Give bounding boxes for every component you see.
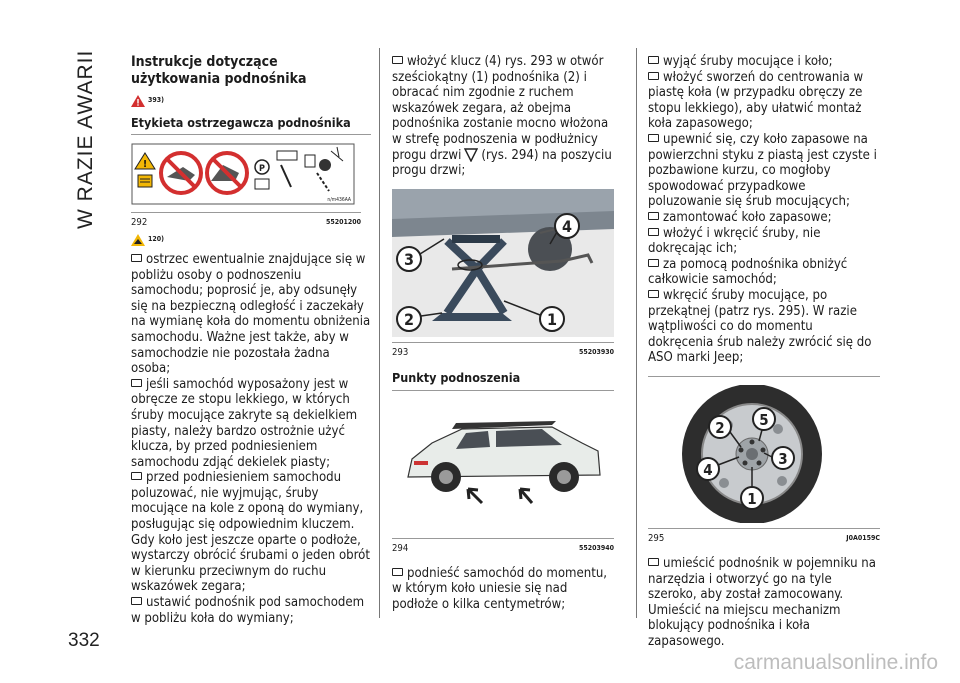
column-divider (379, 48, 380, 618)
column-divider (636, 48, 637, 618)
figure-292 (131, 143, 371, 230)
bullet-icon (648, 72, 659, 80)
list-item: wkręcić śruby mocujące, po przekątnej (patrz rys. 295). W razie wątpliwości co do momentu dokręcenia śrub należy zwrócić się do ASO marki Jeep; (648, 287, 872, 366)
figure-caption (392, 538, 614, 557)
sub-heading: Etykieta ostrzegawcza podnośnika (131, 114, 351, 130)
figure-293 (392, 189, 614, 361)
column-3 (648, 54, 880, 650)
svg-text:4: 4 (703, 460, 713, 479)
figure-number: 293 (392, 347, 409, 359)
bullet-icon (392, 56, 403, 64)
svg-text:4: 4 (561, 216, 573, 236)
svg-text:1: 1 (747, 489, 757, 508)
figure-number: 292 (131, 216, 148, 228)
list-item: przed podniesieniem samochodu poluzować, nie wyjmując, śruby mocujące na kole z oponą do wymiany, posługując się odpowiednim kluczem. Gdy koło jest jeszcze oparte o podłoże, wystarczy obrócić śrubami o jeden obrót w kierunku przeciwnym do ruchu wskazówek zegara; (131, 470, 371, 595)
jack-photo-image (392, 189, 614, 337)
bullet-icon (648, 212, 659, 220)
figure-code: 55203930 (578, 348, 614, 357)
svg-text:2: 2 (403, 309, 415, 329)
bullet-icon (648, 134, 659, 142)
caution-icon (131, 234, 145, 246)
svg-text:5: 5 (759, 410, 769, 429)
svg-text:3: 3 (403, 249, 415, 269)
list-item: włożyć sworzeń do centrowania w piastę koła (w przypadku obręczy ze stopu lekkiego), aby ułatwić montaż koła zapasowego; (648, 69, 864, 132)
column-1 (131, 54, 371, 626)
figure-code: J0A0159C (846, 534, 880, 543)
figure-number: 295 (648, 533, 665, 545)
figure-number: 294 (392, 543, 409, 555)
list-item: umieścić podnośnik w pojemniku na narzędzia i otworzyć go na tyle szeroko, aby został zamocowany. Umieścić na miejscu mechanizm blokujący podnośnika i koła zapasowego. (648, 556, 876, 650)
page-number: 332 (68, 630, 100, 651)
bullet-icon (131, 597, 142, 605)
list-item: ustawić podnośnik pod samochodem w pobliżu koła do wymiany; (131, 595, 365, 626)
bullet-icon (648, 56, 659, 64)
svg-text:2: 2 (715, 418, 725, 437)
list-item: upewnić się, czy koło zapasowe na powierzchni styku z piastą jest czyste i pozbawione kurzu, co mogłoby spowodować przypadkowe poluzowanie się śrub mocujących; (648, 131, 877, 210)
bullet-icon (392, 568, 403, 576)
bullet-icon (648, 558, 659, 566)
list-item: zamontować koło zapasowe; (648, 210, 880, 226)
car-lift-points-image (392, 399, 614, 533)
section-title: Instrukcje dotyczące użytkowania podnośnika (131, 54, 307, 87)
list-item: wyjąć śruby mocujące i koło; (648, 54, 880, 70)
caution-reference: 120) (131, 232, 371, 248)
figure-294 (392, 399, 614, 557)
sub-heading: Punkty podnoszenia (392, 369, 521, 385)
divider (392, 390, 614, 391)
divider (648, 376, 880, 377)
svg-text:n/m436AA: n/m436AA (327, 197, 351, 204)
jack-warning-label-image (131, 143, 371, 221)
list-item: ostrzec ewentualnie znajdujące się w pobliżu osoby o podnoszeniu samochodu; poprosić je, aby odsunęły się na bezpieczną odległość i zaczekały na wymianę koła do momentu obniżenia samochodu. Ważne jest także, aby w samochodzie nie pozostała żadna osoba; (131, 251, 371, 377)
svg-text:!: ! (142, 159, 148, 171)
chapter-side-title: W RAZIE AWARII (74, 50, 97, 230)
bullet-icon (648, 290, 659, 298)
bullet-icon (648, 228, 659, 236)
divider (131, 134, 371, 135)
column-2 (392, 54, 614, 613)
list-item: włożyć klucz (4) rys. 293 w otwór sześciokątny (1) podnośnika (2) i obracać nim zgodnie z ruchem wskazówek zegara, aż obejma podnośnika zostanie mocno włożona w strefę podnoszenia w podłużnicy progu drzwi (rys. 294) na poszyciu progu drzwi; (392, 54, 612, 179)
bullet-icon (131, 254, 142, 262)
bullet-icon (131, 472, 142, 480)
bullet-icon (648, 259, 659, 267)
svg-text:P: P (259, 164, 265, 175)
list-item: za pomocą podnośnika obniżyć całkowicie samochód; (648, 256, 848, 288)
warning-reference: 393) (131, 93, 371, 109)
lift-point-triangle-icon (464, 148, 478, 162)
svg-text:3: 3 (778, 449, 788, 468)
warning-icon (131, 95, 145, 107)
figure-295 (648, 385, 880, 547)
figure-caption (648, 528, 880, 547)
figure-code: 55201200 (325, 217, 361, 226)
list-item: jeśli samochód wyposażony jest w obręcze ze stopu lekkiego, w których śruby mocujące zakryte są dekielkiem piasty, należy bardzo ostrożnie użyć klucza, by przed podniesieniem samochodu zdjąć dekielek piasty; (131, 376, 358, 470)
list-item: podnieść samochód do momentu, w którym koło uniesie się nad podłoże o kilka centymetrów; (392, 565, 608, 612)
watermark: carmanualsonline.info (733, 651, 938, 674)
bullet-icon (131, 379, 142, 387)
figure-code: 55203940 (578, 544, 614, 553)
wheel-bolt-order-image (648, 385, 880, 523)
list-item: włożyć i wkręcić śruby, nie dokręcając ich; (648, 225, 821, 257)
svg-text:1: 1 (546, 309, 558, 329)
figure-caption (392, 342, 614, 361)
